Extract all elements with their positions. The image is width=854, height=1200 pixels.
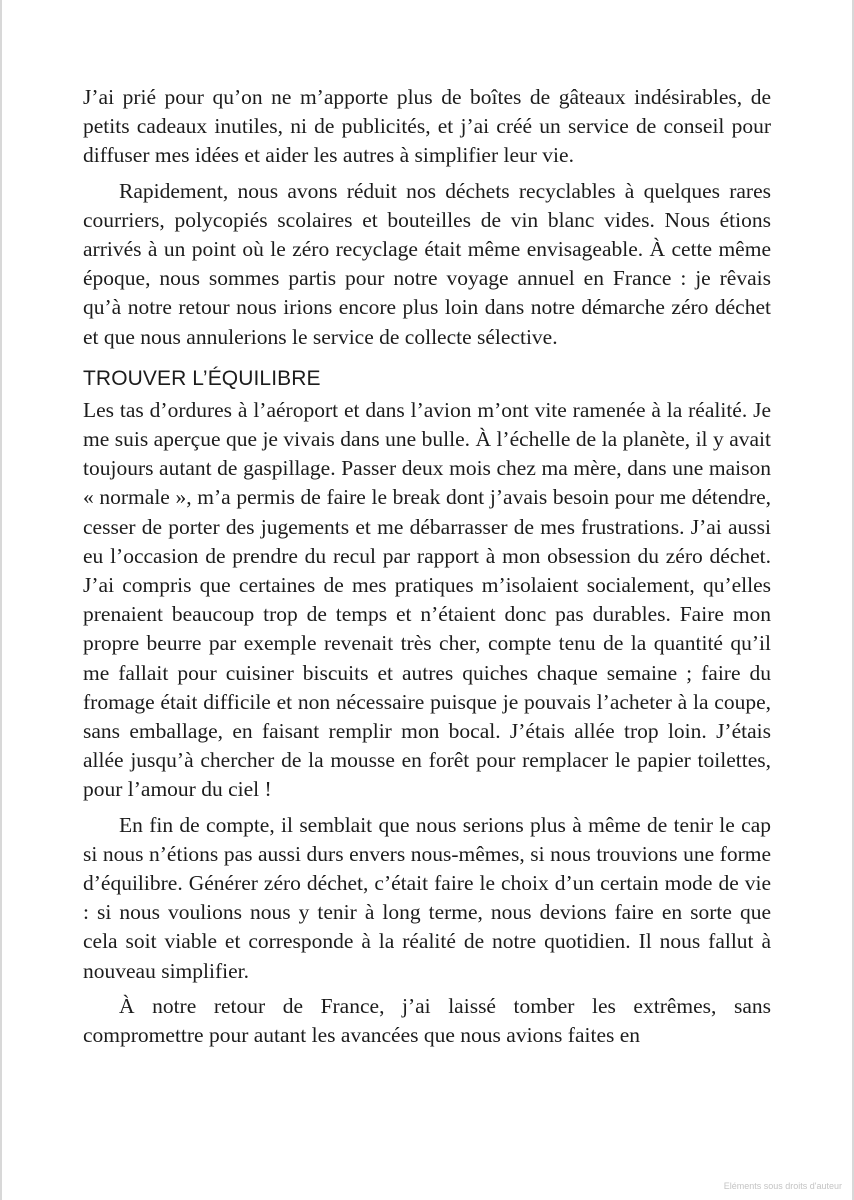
page-body [83,83,771,1050]
paragraph-intro-continuation: J’ai prié pour qu’on ne m’apporte plus de boîtes de gâteaux indésirables, de petits cadeaux inutiles, ni de publicités, et j’ai créé un service de conseil pour diffuser mes idées et aider les autres à simplifier leur vie. [83,85,771,168]
paragraph-finding-balance: En fin de compte, il semblait que nous serions plus à même de tenir le cap si nous n’étions pas aussi durs envers nous-mêmes, si nous trouvions une forme d’équilibre. Générer zéro déchet, c’était faire le choix d’un certain mode de vie : si nous voulions nous y tenir à long terme, nous devions faire en sorte que cela soit viable et corresponde à la réalité de notre quotidien. Il nous fallut à nouveau simplifier. [83,812,771,983]
copyright-watermark: Eléments sous droits d'auteur [723,1181,842,1191]
section-heading: TROUVER L’ÉQUILIBRE [83,366,321,390]
paragraph-airport-reality: Les tas d’ordures à l’aéroport et dans l’avion m’ont vite ramenée à la réalité. Je me suis aperçue que je vivais dans une bulle. À l’échelle de la planète, il y avait toujours autant de gaspillage. Passer deux mois chez ma mère, dans une maison « normale », m’a permis de faire le break dont j’avais besoin pour me détendre, cesser de porter des jugements et me débarrasser de mes frustrations. J’ai aussi eu l’occasion de prendre du recul par rapport à mon obsession du zéro déchet. J’ai compris que certaines de mes pratiques m’isolaient socialement, qu’elles prenaient beaucoup trop de temps et n’étaient donc pas durables. Faire mon propre beurre par exemple revenait très cher, compte tenu de la quantité qu’il me fallait pour cuisiner biscuits et autres quiches chaque semaine ; faire du fromage était difficile et non nécessaire puisque je pouvais l’acheter à la coupe, sans emballage, en faisant remplir mon bocal. J’étais allée trop loin. J’étais allée jusqu’à chercher de la mousse en forêt pour remplacer le papier toilettes, pour l’amour du ciel ! [83,397,771,802]
page-left-border [0,0,2,1200]
paragraph-recycling-reduced: Rapidement, nous avons réduit nos déchets recyclables à quelques rares courriers, polycopiés scolaires et bouteilles de vin blanc vides. Nous étions arrivés à un point où le zéro recyclage était même envisageable. À cette même époque, nous sommes partis pour notre voyage annuel en France : je rêvais qu’à notre retour nous irions encore plus loin dans notre démarche zéro déchet et que nous annulerions le service de collecte sélective. [83,178,771,349]
paragraph-return-from-france: À notre retour de France, j’ai laissé tomber les extrêmes, sans compromettre pour autant les avancées que nous avions faites en [83,993,771,1048]
